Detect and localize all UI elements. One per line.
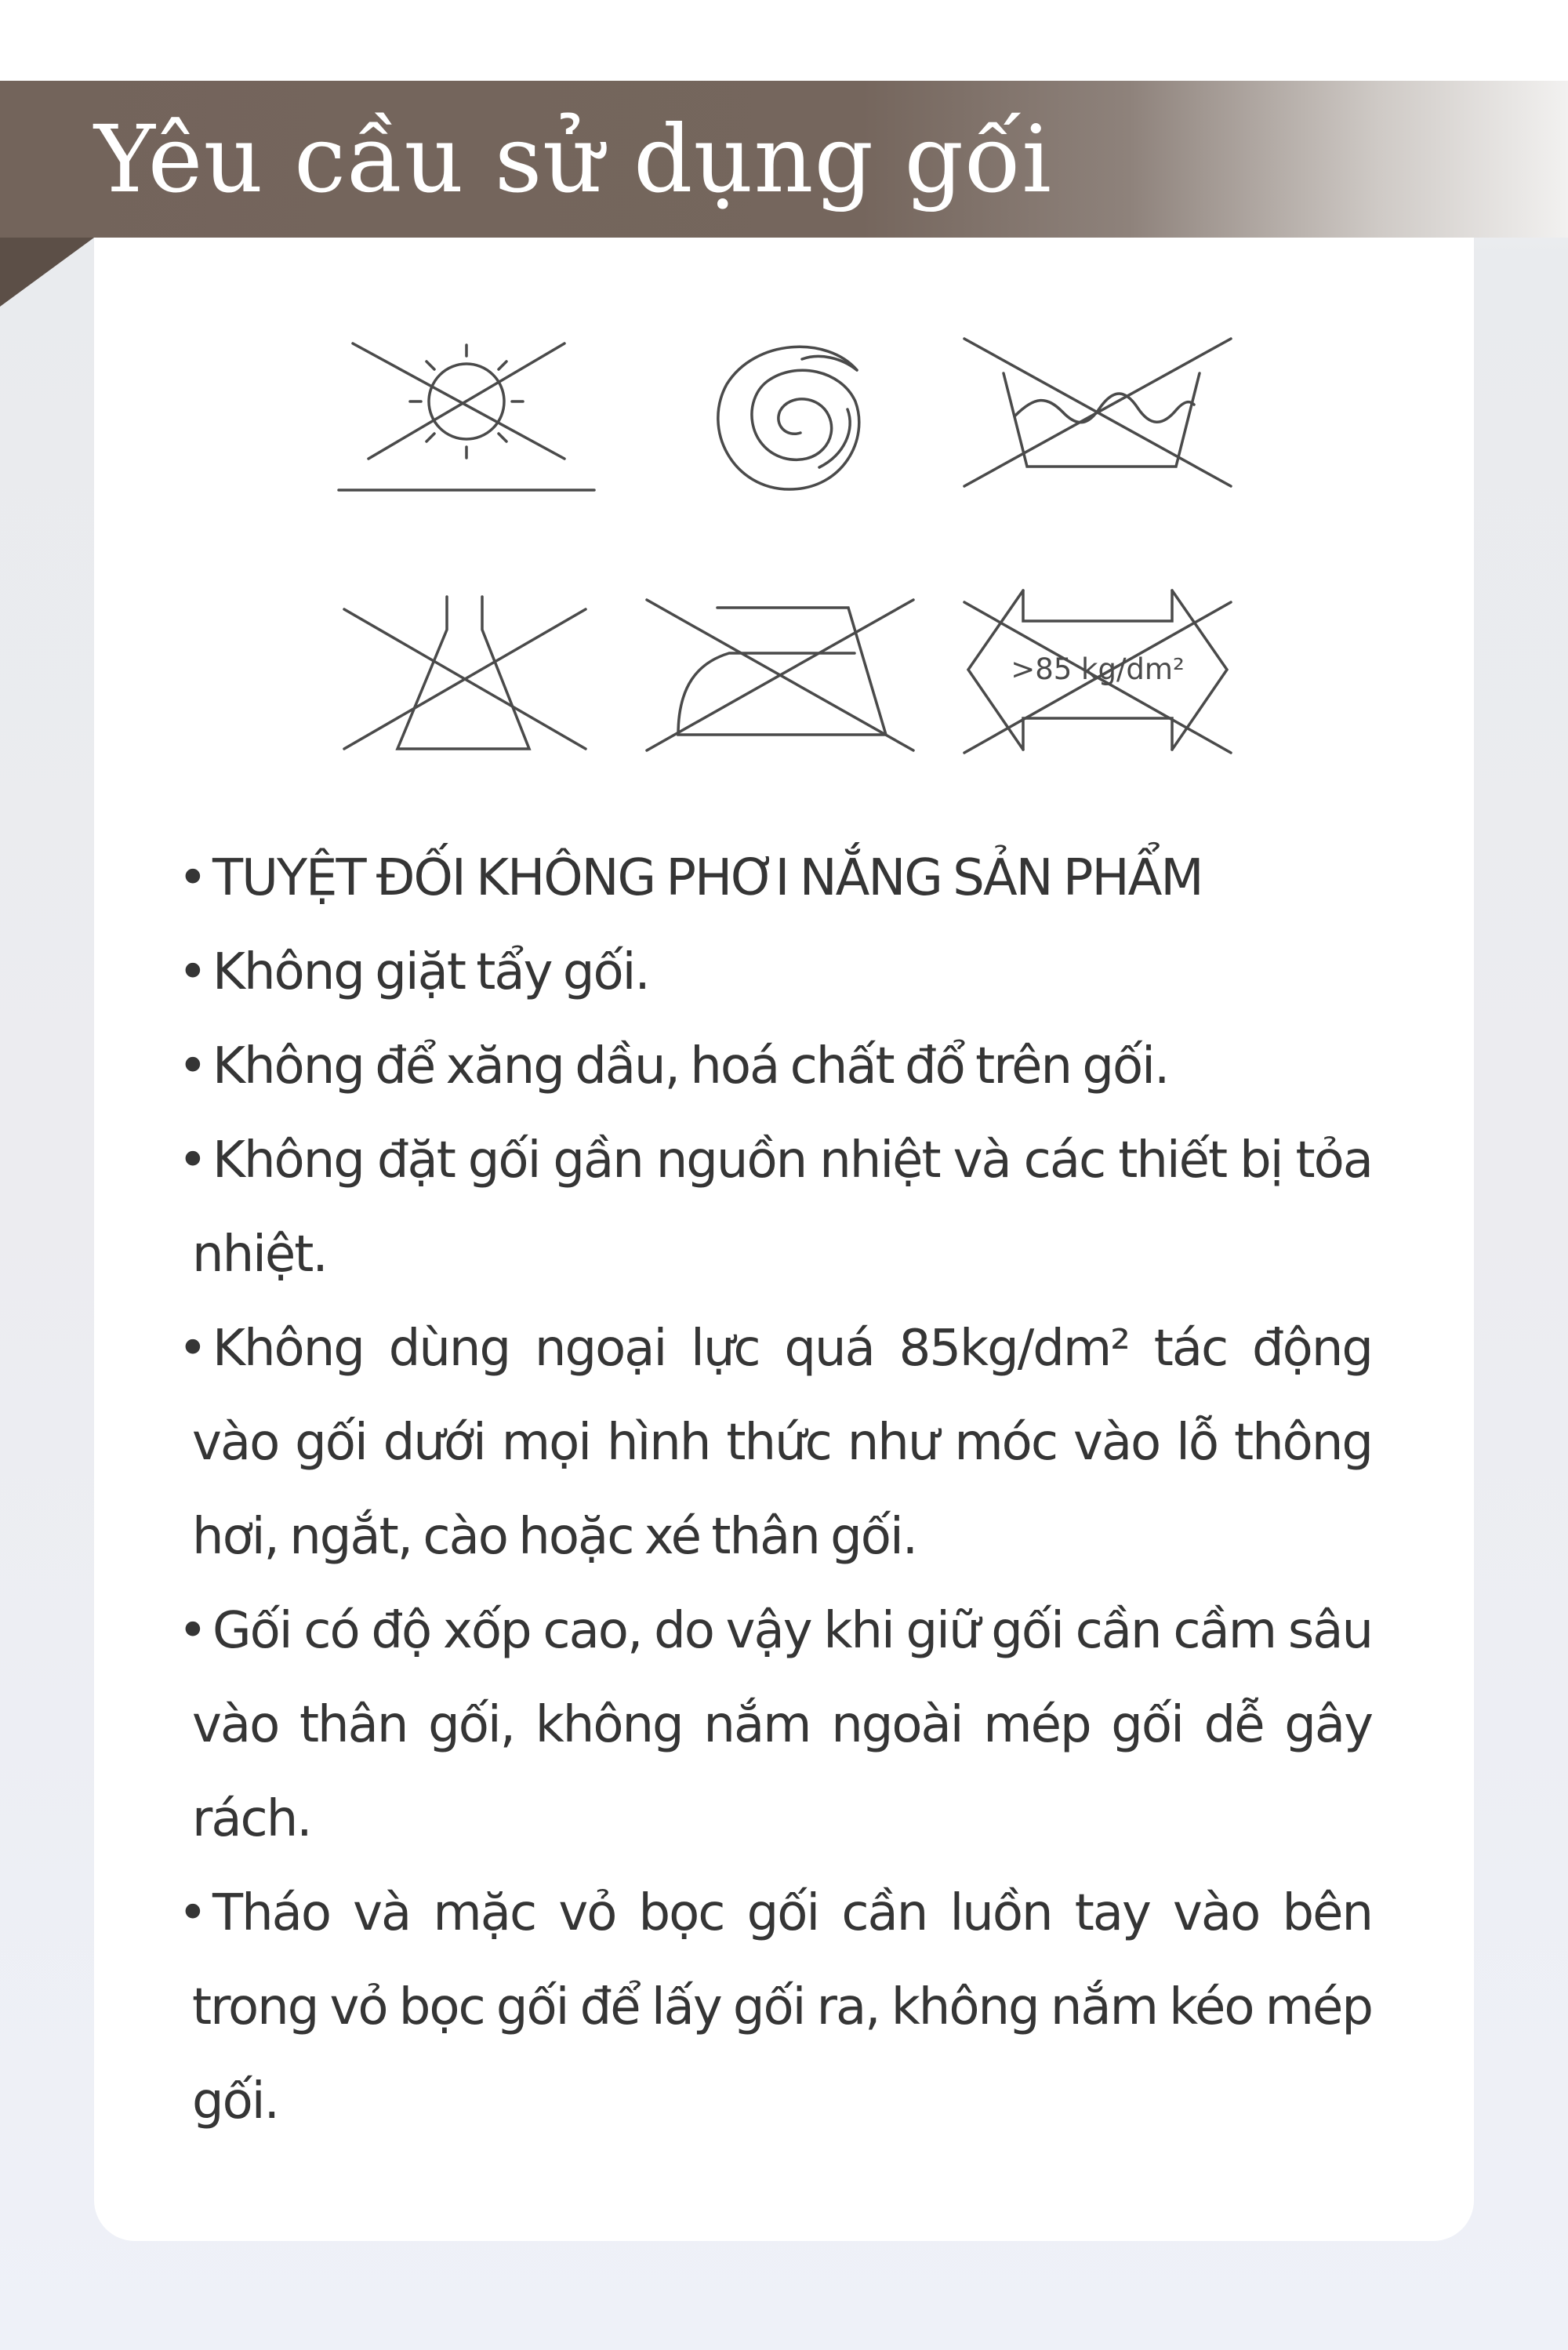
no-washing-icon: [960, 329, 1243, 494]
rule-text: Không đặt gối gần nguồn nhiệt và các thiết bị tỏa nhiệt.: [192, 1131, 1372, 1284]
banner-fold: [0, 238, 94, 307]
bullet: •: [178, 1131, 206, 1190]
list-item: [178, 1113, 1372, 1302]
no-sun-drying-icon: [329, 329, 604, 502]
bullet: •: [178, 1602, 206, 1660]
page-title: Yêu cầu sử dụng gối: [94, 105, 1052, 213]
no-ironing-icon: [643, 592, 917, 757]
list-item: [178, 1866, 1372, 2148]
bullet: •: [178, 1320, 206, 1378]
bullet: •: [178, 1037, 206, 1095]
rule-text: Gối có độ xốp cao, do vậy khi giữ gối cần cầm sâu vào thân gối, không nắm ngoài mép gối dễ gây rách.: [192, 1602, 1372, 1848]
tumble-dry-spiral-icon: [702, 329, 874, 502]
bullet: •: [178, 1884, 206, 1942]
list-item: [178, 1302, 1372, 1584]
pressure-limit-label: >85 kg/dm²: [1011, 652, 1185, 686]
usage-rules-list: [178, 831, 1372, 2148]
no-excess-pressure-icon: [960, 587, 1235, 759]
list-item: [178, 1584, 1372, 1866]
list-item: [178, 925, 1372, 1019]
no-bleach-icon: [341, 592, 592, 757]
list-item: [178, 831, 1372, 925]
rule-text: Không dùng ngoại lực quá 85kg/dm² tác động vào gối dưới mọi hình thức như móc vào lỗ thông hơi, ngắt, cào hoặc xé thân gối.: [192, 1320, 1372, 1566]
list-item: [178, 1019, 1372, 1113]
rule-text: Không giặt tẩy gối.: [212, 943, 649, 1001]
bullet: •: [178, 849, 206, 907]
rule-text: Không để xăng dầu, hoá chất đổ trên gối.: [212, 1037, 1169, 1095]
bullet: •: [178, 943, 206, 1001]
rule-text: TUYỆT ĐỐI KHÔNG PHƠI NẮNG SẢN PHẨM: [212, 849, 1203, 907]
rule-text: Tháo và mặc vỏ bọc gối cần luồn tay vào bên trong vỏ bọc gối để lấy gối ra, không nắm kéo mép gối.: [192, 1884, 1372, 2130]
